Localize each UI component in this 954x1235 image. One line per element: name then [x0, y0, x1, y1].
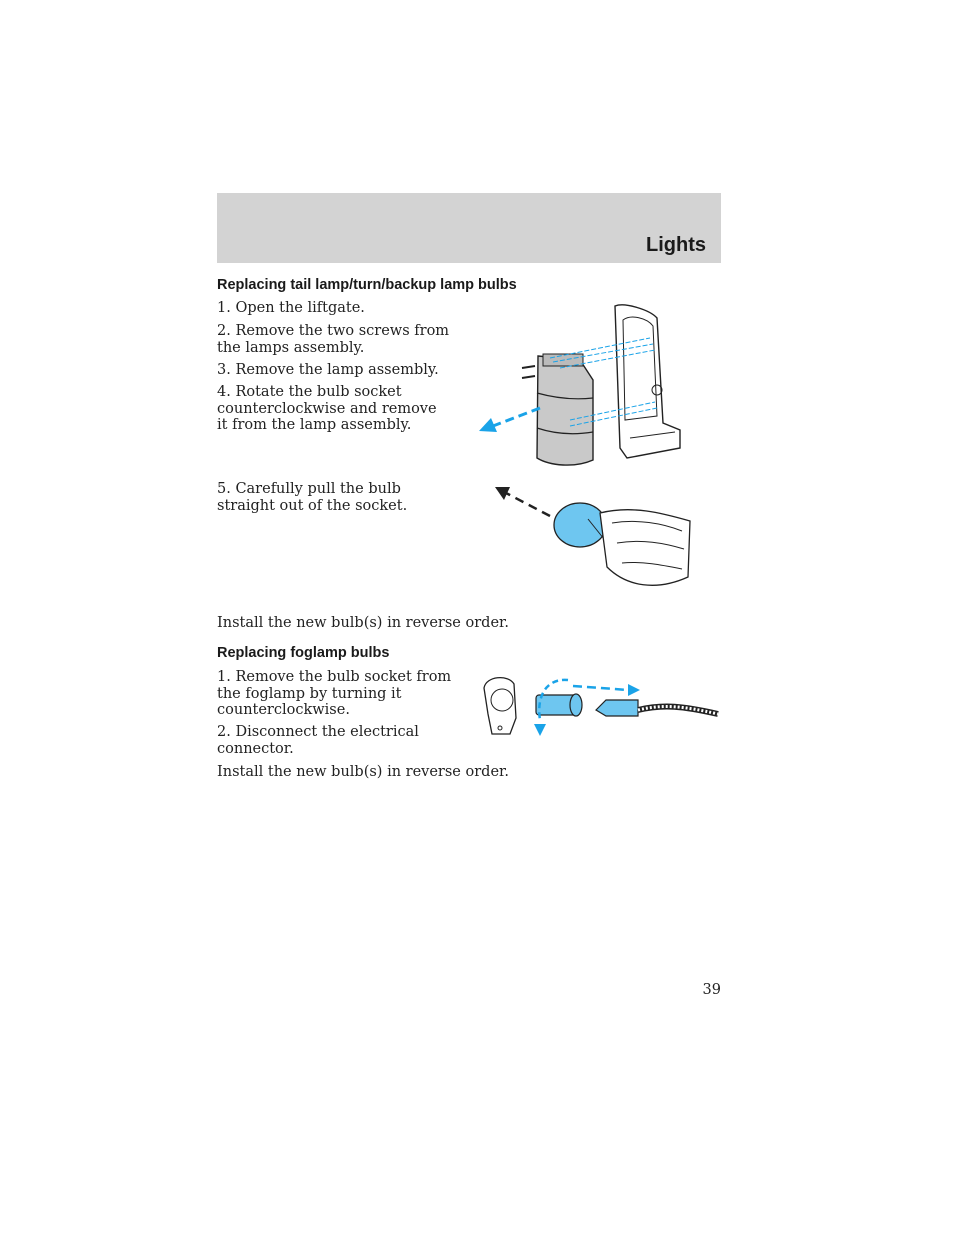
- tail-step-3: 3. Remove the lamp assembly.: [217, 362, 439, 378]
- fog-step-1: 1. Remove the bulb socket from the foglamp by turning it counterclockwise.: [217, 669, 452, 718]
- tail-step-2: 2. Remove the two screws from the lamps assembly.: [217, 323, 450, 356]
- fog-closing-note: Install the new bulb(s) in reverse order.: [217, 764, 509, 780]
- section-header-band: [217, 193, 721, 263]
- bulb-pull-illustration: [492, 483, 697, 598]
- foglamp-bulb-illustration: [478, 670, 724, 742]
- page-number: 39: [702, 982, 721, 998]
- tail-step-5: 5. Carefully pull the bulb straight out of the socket.: [217, 481, 408, 514]
- tail-step-1: 1. Open the liftgate.: [217, 300, 365, 316]
- fog-step-2: 2. Disconnect the electrical connector.: [217, 724, 419, 757]
- heading-tail-lamp: Replacing tail lamp/turn/backup lamp bulbs: [217, 277, 517, 293]
- tail-closing-note: Install the new bulb(s) in reverse order.: [217, 615, 509, 631]
- tail-lamp-removal-illustration: [475, 298, 690, 470]
- heading-foglamp: Replacing foglamp bulbs: [217, 645, 390, 661]
- tail-step-4: 4. Rotate the bulb socket counterclockwise and remove it from the lamp assembly.: [217, 384, 437, 433]
- section-title: Lights: [646, 234, 706, 256]
